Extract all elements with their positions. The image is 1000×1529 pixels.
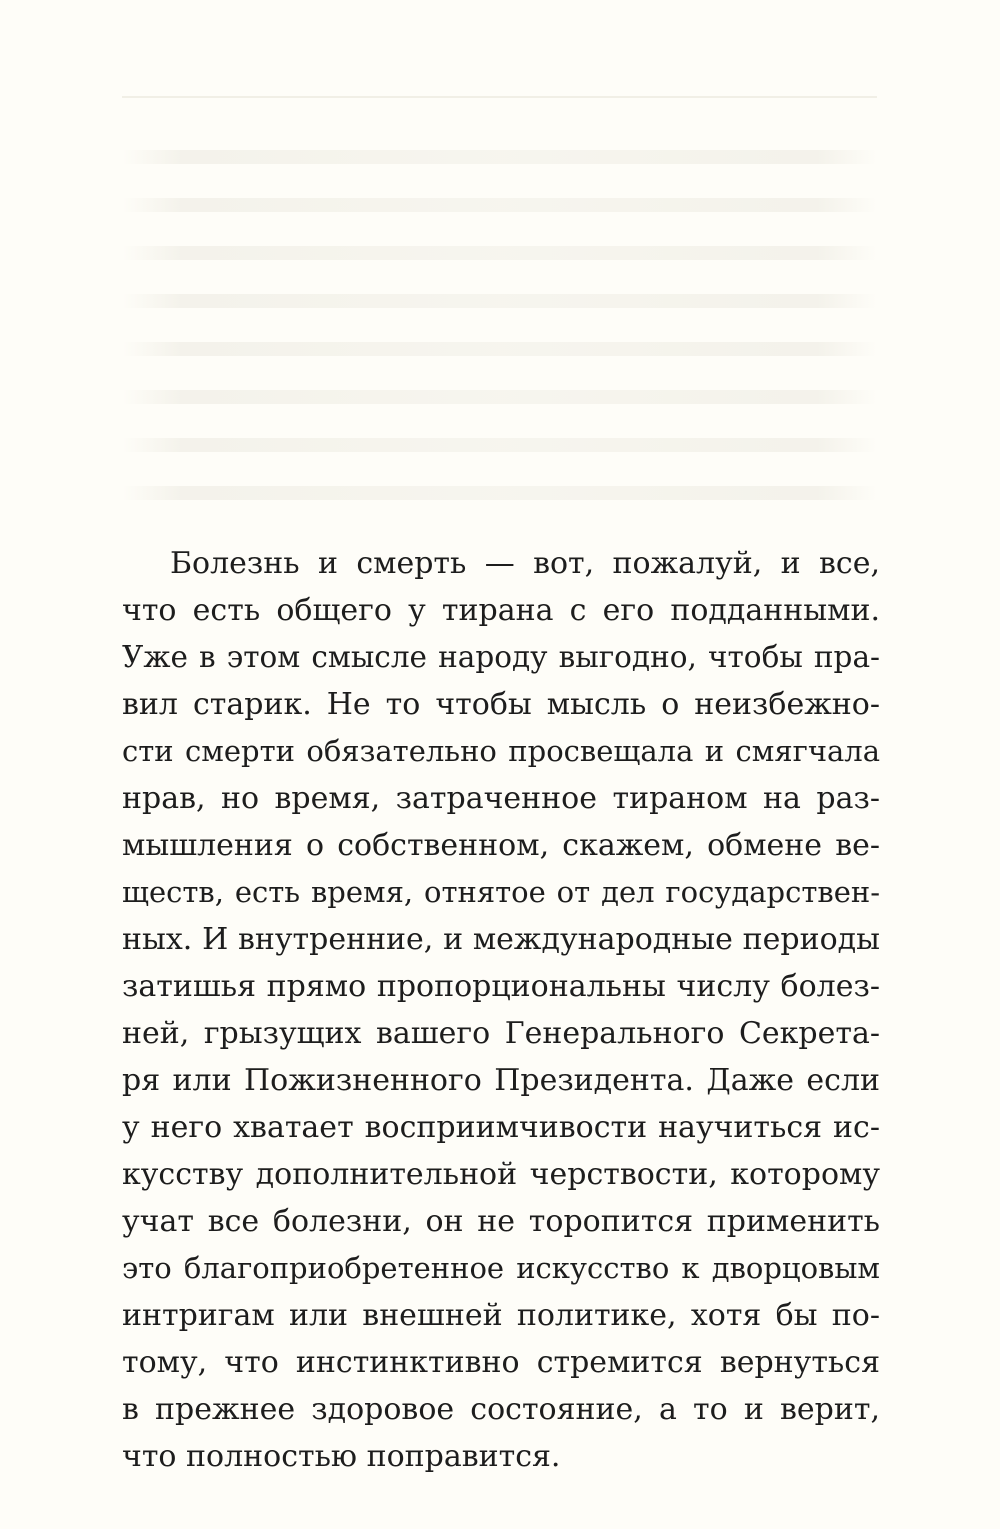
paragraph-line: ря или Пожизненного Президента. Даже если xyxy=(122,1063,880,1098)
paragraph-line: тому, что инстинктивно стремится вернуться xyxy=(122,1345,880,1380)
paragraph-line: мышления о собственном, скажем, обмене ве- xyxy=(122,828,880,863)
paragraph-line: это благоприобретенное искусство к дворцовым xyxy=(122,1251,880,1285)
bleed-through-header-rule xyxy=(122,96,877,98)
paragraph-line: кусству дополнительной черствости, которому xyxy=(122,1157,880,1192)
paragraph-line: интригам или внешней политике, хотя бы по- xyxy=(122,1298,880,1333)
bleed-through-text xyxy=(122,150,877,534)
paragraph-line: в прежнее здоровое состояние, а то и верит, xyxy=(122,1392,880,1427)
paragraph-line: Уже в этом смысле народу выгодно, чтобы пра- xyxy=(122,640,880,674)
paragraph-line: что есть общего у тирана с его подданными. xyxy=(122,593,880,628)
paragraph-line: вил старик. Не то чтобы мысль о неизбежно- xyxy=(122,687,880,722)
paragraph-line: Болезнь и смерть — вот, пожалуй, и все, xyxy=(170,546,880,581)
paragraph-line: ней, грызущих вашего Генерального Секрета- xyxy=(122,1016,880,1051)
paragraph-line: затишья прямо пропорциональны числу болез- xyxy=(122,969,880,1004)
paragraph-line: у него хватает восприимчивости научиться ис- xyxy=(122,1110,880,1145)
paragraph-line: ных. И внутренние, и международные периоды xyxy=(122,922,880,957)
paragraph-line: ществ, есть время, отнятое от дел государствен- xyxy=(122,875,880,909)
paragraph-line: учат все болезни, он не торопится применить xyxy=(122,1204,880,1239)
paragraph-line: нрав, но время, затраченное тираном на раз- xyxy=(122,781,880,816)
paragraph-line: сти смерти обязательно просвещала и смягчала xyxy=(122,734,880,768)
body-paragraph xyxy=(122,540,880,1480)
paragraph-line: что полностью поправится. xyxy=(122,1439,561,1474)
